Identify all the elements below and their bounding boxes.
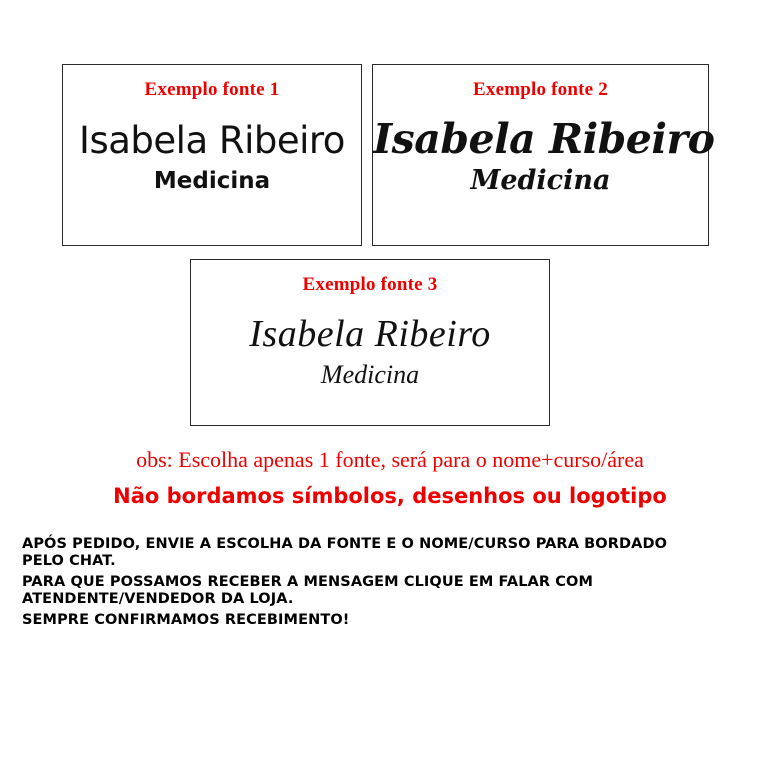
instructions-block [22,536,762,633]
instructions-text-4: ATENDENTE/VENDEDOR DA LOJA. [22,591,294,607]
font-sample-course: Medicina [153,168,271,194]
font-sample-card-2 [372,64,715,246]
instructions-line-3 [22,612,762,629]
font-sample-title: Exemplo fonte 3 [302,274,438,295]
font-sample-title: Exemplo fonte 1 [144,79,280,100]
font-sample-title: Exemplo fonte 2 [473,79,608,100]
instructions-text-3: PARA QUE POSSAMOS RECEBER A MENSAGEM CLIQUE EM FALAR COM [22,574,593,590]
font-sample-course: Medicina [470,165,611,196]
no-symbols-note: Não bordamos símbolos, desenhos ou logotipo [113,484,667,508]
observation-note: obs: Escolha apenas 1 fonte, será para o nome+curso/área [136,447,644,472]
instructions-text-5: SEMPRE CONFIRMAMOS RECEBIMENTO! [22,612,350,628]
font-sample-name: Isabela Ribeiro [249,313,491,355]
instructions-line-1 [22,536,762,570]
font-sample-course: Medicina [320,360,420,389]
font-sample-card-3 [190,259,550,426]
instructions-line-2 [22,574,762,608]
instructions-text-1: APÓS PEDIDO, ENVIE A ESCOLHA DA FONTE E O NOME/CURSO PARA BORDADO [22,536,668,552]
font-sample-name: Isabela Ribeiro [373,115,715,163]
font-sample-card-1 [62,64,362,246]
instructions-text-2: PELO CHAT. [22,553,116,569]
font-sample-name: Isabela Ribeiro [79,119,345,162]
